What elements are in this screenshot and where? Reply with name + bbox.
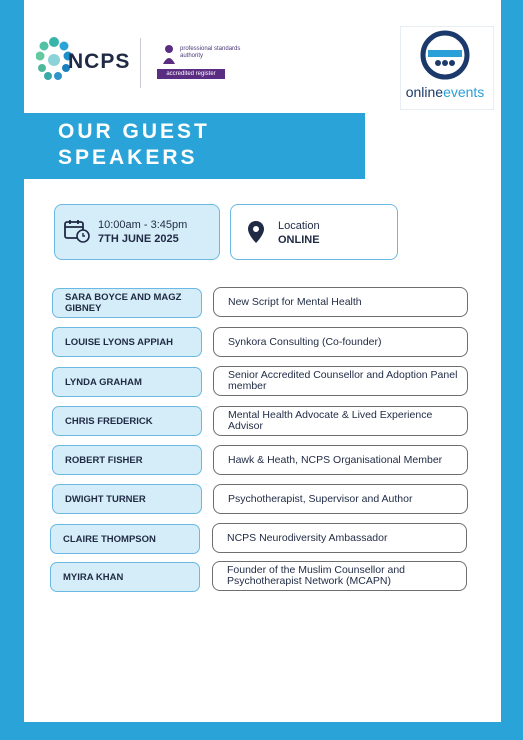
online-events-e-icon bbox=[420, 30, 470, 80]
ncps-logo-text: NCPS bbox=[68, 50, 131, 73]
speaker-name: DWIGHT TURNER bbox=[52, 484, 202, 514]
psa-accredited-badge: accredited register bbox=[157, 69, 225, 79]
location-pin-icon bbox=[247, 220, 265, 244]
banner-title-line2: SPEAKERS bbox=[58, 146, 198, 169]
location-label: Location bbox=[278, 220, 320, 232]
speaker-name: CHRIS FREDERICK bbox=[52, 406, 202, 436]
speaker-name: CLAIRE THOMPSON bbox=[50, 524, 200, 554]
speaker-role: Founder of the Muslim Counsellor and Psychotherapist Network (MCAPN) bbox=[212, 561, 467, 591]
online-events-wordmark: onlineevents bbox=[405, 84, 485, 100]
banner-title-line1: OUR GUEST bbox=[58, 120, 210, 143]
location-value: ONLINE bbox=[278, 234, 320, 246]
speaker-role: New Script for Mental Health bbox=[213, 287, 468, 317]
psa-label: professional standards authority bbox=[180, 46, 241, 59]
speaker-role: NCPS Neurodiversity Ambassador bbox=[212, 523, 467, 553]
speaker-name: MYIRA KHAN bbox=[50, 562, 200, 592]
event-date: 7TH JUNE 2025 bbox=[98, 233, 179, 245]
speaker-name: LOUISE LYONS APPIAH bbox=[52, 327, 202, 357]
event-time: 10:00am - 3:45pm bbox=[98, 219, 188, 231]
calendar-clock-icon bbox=[64, 219, 90, 243]
speaker-name: SARA BOYCE AND MAGZ GIBNEY bbox=[52, 288, 202, 318]
speaker-name: ROBERT FISHER bbox=[52, 445, 202, 475]
psa-person-icon bbox=[161, 44, 177, 66]
speaker-role: Hawk & Heath, NCPS Organisational Member bbox=[213, 445, 468, 475]
speaker-role: Synkora Consulting (Co-founder) bbox=[213, 327, 468, 357]
speaker-role: Psychotherapist, Supervisor and Author bbox=[213, 484, 468, 514]
speaker-name: LYNDA GRAHAM bbox=[52, 367, 202, 397]
speaker-role: Mental Health Advocate & Lived Experience Advisor bbox=[213, 406, 468, 436]
logo-divider bbox=[140, 38, 141, 88]
speaker-role: Senior Accredited Counsellor and Adoption Panel member bbox=[213, 366, 468, 396]
